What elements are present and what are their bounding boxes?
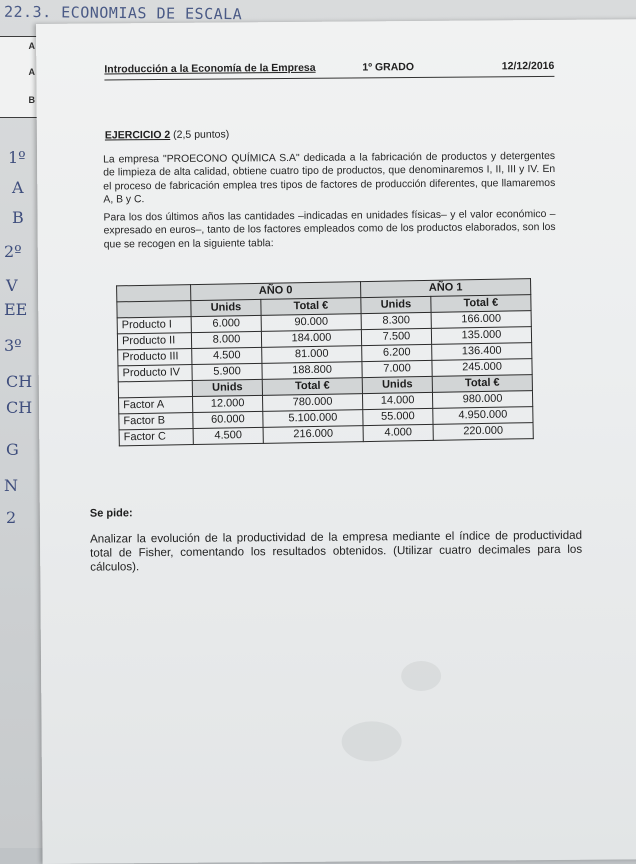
margin-note: 1º: [8, 148, 26, 167]
margin-note: G: [6, 440, 19, 459]
total-year-1: 4.950.000: [433, 407, 533, 425]
grade-label: 1º GRADO: [362, 61, 415, 74]
margin-note: CH: [6, 398, 33, 417]
strip-letter: B: [28, 95, 35, 105]
margin-note: B: [12, 208, 24, 227]
question-title: Se pide:: [89, 507, 133, 520]
units-year-1: 7.000: [362, 360, 432, 377]
units-year-1: 55.000: [363, 408, 433, 425]
total-year-1: 166.000: [431, 311, 531, 329]
margin-note: 2º: [4, 242, 22, 261]
strip-letter: A: [28, 41, 35, 51]
units-year-0: 4.500: [192, 347, 262, 364]
units-header: Unids: [361, 296, 431, 313]
exam-date: 12/12/2016: [501, 59, 555, 73]
total-year-0: 188.800: [262, 362, 362, 380]
paper-stain: [341, 721, 401, 761]
units-year-0: 6.000: [191, 315, 261, 332]
table-spacer: [118, 381, 192, 398]
total-year-0: 5.100.000: [263, 410, 363, 428]
units-year-0: 60.000: [193, 411, 263, 428]
product-rows: [117, 311, 532, 382]
row-label: Factor B: [119, 413, 193, 430]
factor-rows: [119, 391, 534, 446]
exam-header: [104, 60, 554, 81]
margin-note: N: [4, 476, 18, 495]
units-year-0: 8.000: [191, 331, 261, 348]
row-label: Factor C: [119, 429, 193, 446]
units-year-1: 14.000: [362, 392, 432, 409]
row-label: Producto II: [117, 333, 191, 350]
margin-note: EE: [4, 300, 28, 319]
units-year-0: 5.900: [192, 363, 262, 380]
paper-stain: [401, 661, 441, 691]
course-title: Introducción a la Economía de la Empresa: [104, 61, 316, 76]
strip-letter: A: [28, 67, 35, 77]
total-header: Total €: [432, 375, 532, 393]
units-year-1: 8.300: [361, 312, 431, 329]
exercise-title: [105, 128, 229, 141]
margin-note: 3º: [4, 336, 22, 355]
table-corner: [117, 301, 191, 318]
margin-note: 2: [6, 508, 17, 527]
row-label: Factor A: [119, 397, 193, 414]
year-0-header: AÑO 0: [191, 282, 361, 301]
row-label: Producto I: [117, 317, 191, 334]
question-text: Analizar la evolución de la productividad de la empresa mediante el índice de productividad total de Fisher, comentando los resultados obtenidos. (Utilizar cuatro decimales para los cálculos).: [89, 528, 583, 574]
units-year-0: 4.500: [193, 427, 263, 444]
statement-paragraph-2: Para los dos últimos años las cantidades –indicadas en unidades físicas– y el valor económico –expresado en euros–, tanto de los factores empleados como de los productos elaborados, son los que se recogen en la siguiente tabla:: [103, 208, 556, 251]
total-header: Total €: [261, 298, 361, 316]
total-year-1: 135.000: [431, 327, 531, 345]
margin-note: V: [6, 276, 18, 295]
exam-sheet: [36, 19, 636, 864]
total-year-0: 81.000: [262, 346, 362, 364]
units-header: Unids: [362, 376, 432, 393]
total-year-1: 220.000: [433, 423, 533, 441]
units-year-1: 6.200: [362, 344, 432, 361]
exercise-points: (2,5 puntos): [173, 128, 230, 141]
left-margin-strip: [0, 36, 39, 118]
row-label: Producto IV: [118, 365, 192, 382]
units-year-1: 4.000: [363, 424, 433, 441]
units-year-0: 12.000: [193, 395, 263, 412]
units-header: Unids: [192, 379, 262, 396]
margin-note: A: [12, 178, 24, 197]
units-header: Unids: [191, 299, 261, 316]
handwritten-title: 22.3. ECONOMIAS DE ESCALA: [3, 2, 243, 24]
exercise-label: EJERCICIO 2: [104, 128, 171, 142]
total-year-0: 90.000: [261, 314, 361, 332]
total-header: Total €: [431, 295, 531, 313]
table-corner: [117, 285, 191, 302]
year-1-header: AÑO 1: [361, 279, 531, 298]
row-label: Producto III: [118, 349, 192, 366]
total-year-0: 184.000: [261, 330, 361, 348]
total-year-1: 245.000: [432, 359, 532, 377]
total-year-0: 216.000: [263, 426, 363, 444]
statement-paragraph-1: La empresa "PROECONO QUÍMICA S.A" dedicada a la fabricación de productos y detergentes de limpieza de alta calidad, obtiene cuatro tipo de productos, que denominaremos I, II, III y IV. En el proceso de fabricación emplea tres tipos de factores de producción diferentes, que llamaremos A, B y C.: [103, 150, 556, 206]
margin-note: CH: [6, 372, 33, 391]
data-table: [116, 278, 534, 446]
units-year-1: 7.500: [361, 328, 431, 345]
total-year-1: 136.400: [432, 343, 532, 361]
total-year-0: 780.000: [262, 394, 362, 412]
total-year-1: 980.000: [432, 391, 532, 409]
total-header: Total €: [262, 378, 362, 396]
